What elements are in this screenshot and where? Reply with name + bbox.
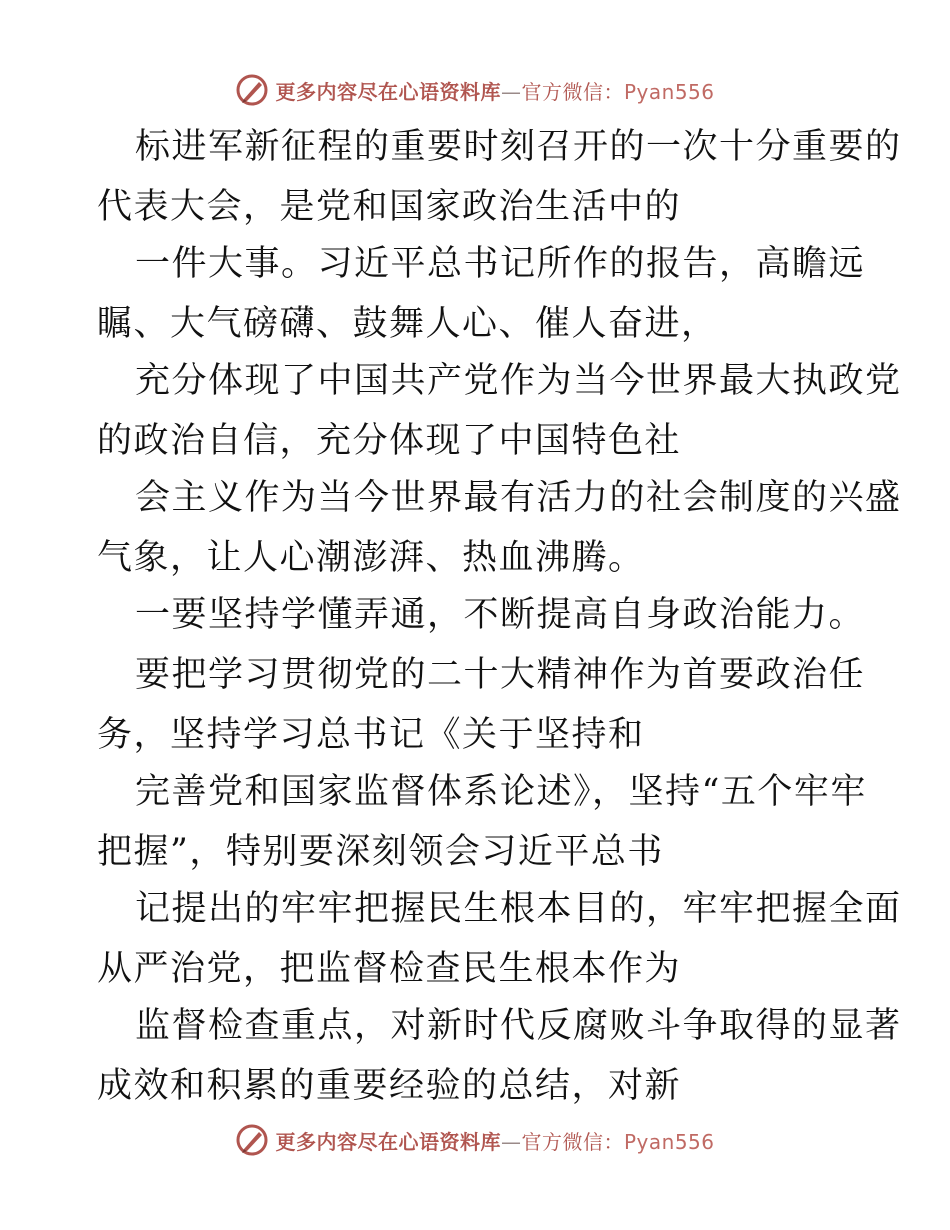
text-line: 完善党和国家监督体系论述》，坚持“五个牢牢 bbox=[135, 772, 867, 812]
text-line: 要把学习贯彻党的二十大精神作为首要政治任 bbox=[135, 655, 866, 695]
watermark-text bbox=[275, 76, 714, 105]
text-line: 监督检查重点，对新时代反腐败斗争取得的显著 bbox=[135, 1006, 902, 1046]
text-line: 一要坚持学懂弄通，不断提高自身政治能力。 bbox=[135, 595, 866, 635]
text-line: 瞩、大气磅礴、鼓舞人心、催人奋进， bbox=[97, 304, 718, 344]
watermark-main: 更多内容尽在心语资料库 bbox=[275, 79, 501, 104]
text-line: 记提出的牢牢把握民生根本目的，牢牢把握全面 bbox=[135, 889, 902, 929]
text-line: 气象，让人心潮澎湃、热血沸腾。 bbox=[97, 538, 645, 578]
text-line: 务，坚持学习总书记《关于坚持和 bbox=[97, 715, 645, 755]
text-line: 充分体现了中国共产党作为当今世界最大执政党 bbox=[135, 361, 902, 401]
text-line: 代表大会，是党和国家政治生活中的 bbox=[97, 187, 682, 227]
pen-logo-icon bbox=[235, 1123, 269, 1157]
text-line: 从严治党，把监督检查民生根本作为 bbox=[97, 949, 682, 989]
watermark-wechat-label: 官方微信： bbox=[521, 1129, 624, 1154]
watermark-dash: — bbox=[500, 1129, 522, 1154]
text-line: 的政治自信，充分体现了中国特色社 bbox=[97, 421, 682, 461]
watermark-dash: — bbox=[500, 79, 522, 104]
text-line: 标进军新征程的重要时刻召开的一次十分重要的 bbox=[135, 127, 902, 167]
pen-logo-icon bbox=[235, 73, 269, 107]
watermark-text bbox=[275, 1126, 714, 1155]
watermark-main: 更多内容尽在心语资料库 bbox=[275, 1129, 501, 1154]
text-line: 把握”，特别要深刻领会习近平总书 bbox=[97, 832, 664, 872]
text-line: 一件大事。习近平总书记所作的报告，高瞻远 bbox=[135, 244, 866, 284]
footer-watermark-banner bbox=[0, 1120, 950, 1160]
text-line: 会主义作为当今世界最有活力的社会制度的兴盛 bbox=[135, 478, 902, 518]
watermark-wechat-id: Pyan556 bbox=[623, 1129, 715, 1154]
text-line: 成效和积累的重要经验的总结，对新 bbox=[97, 1066, 682, 1106]
watermark-wechat-label: 官方微信： bbox=[521, 79, 624, 104]
watermark-wechat-id: Pyan556 bbox=[623, 79, 715, 104]
header-watermark-banner bbox=[0, 70, 950, 110]
